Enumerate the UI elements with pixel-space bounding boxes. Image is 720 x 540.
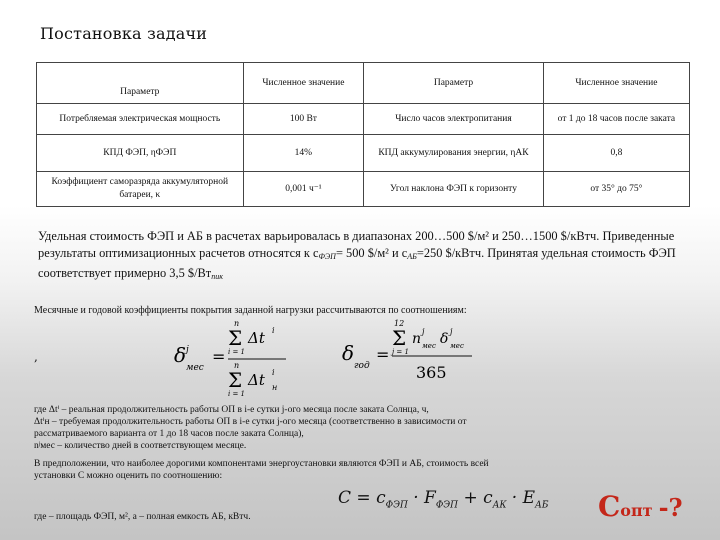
table-cell: КПД аккумулирования энергии, ηАК: [364, 135, 544, 172]
table-cell: Угол наклона ФЭП к горизонту: [364, 172, 544, 207]
cost-sub: ФЭП: [435, 500, 459, 511]
monthly-coefficient-formula: [172, 318, 292, 398]
days-term: n: [412, 331, 422, 347]
paragraph-text: Удельная стоимость ФЭП и АБ в расчетах варьировалась в диапазонах 200…500 $/м² и 250…1500 $/кВтч. Приведенные результаты оптимизационных расчетов относятся к с: [38, 229, 675, 260]
definition-line: рассматриваемого варианта от 1 до 18 часов после заката Солнца),: [34, 429, 304, 439]
days-sup: j: [422, 327, 425, 336]
definition-line: где Δtⁱ – реальная продолжительность работы ОП в i-е сутки j-ого месяца после заката Солнца, ч,: [34, 405, 429, 415]
copt-question: -?: [658, 493, 683, 522]
definition-line: nʲмес – количество дней в соответствующем месяце.: [34, 441, 247, 451]
paragraph-text: =250 $/кВтч. Принятая удельная стоимость ФЭП соответствует примерно 3,5 $/Вт: [38, 246, 676, 280]
equals-sign: =: [376, 345, 390, 364]
page-title: Постановка задачи: [40, 24, 208, 43]
formula-lhs: δ: [174, 343, 187, 367]
definition-line: В предположении, что наиболее дорогими компонентами энергоустановки являются ФЭП и АБ, стоимость всей: [34, 459, 489, 469]
cost-part: · F: [407, 488, 436, 508]
copt-letter: С: [598, 490, 621, 523]
paragraph-subscript: пик: [211, 272, 223, 281]
cost-part: · E: [506, 488, 536, 508]
sum-sign: Σ: [228, 326, 243, 350]
cost-sub: АК: [492, 500, 507, 511]
denominator-sub: н: [272, 383, 278, 392]
table-row: [37, 172, 690, 207]
cost-sub: АБ: [535, 500, 549, 511]
cost-part: + c: [458, 488, 493, 508]
sum-lower: i = 1: [228, 348, 246, 356]
sum-upper: n: [234, 319, 240, 328]
denominator-sup: i: [272, 368, 275, 377]
table-cell: от 1 до 18 часов после заката: [543, 104, 689, 135]
optimal-cost-question: [598, 490, 683, 523]
comma-mark: ,: [34, 350, 38, 364]
monthly-term: δ: [440, 331, 449, 347]
definitions-block: [34, 404, 634, 482]
cost-paragraph: [38, 228, 688, 285]
sum-lower: i = 1: [228, 390, 246, 398]
table-row: [37, 104, 690, 135]
cost-sub: ФЭП: [385, 500, 408, 511]
table-header-row: [37, 63, 690, 104]
sum-sign: Σ: [228, 368, 243, 392]
header-cell: Численное значение: [243, 63, 364, 104]
cost-part: = c: [351, 488, 386, 508]
header-cell: Параметр: [364, 63, 544, 104]
denominator-term: Δt: [248, 371, 265, 389]
denominator: 365: [416, 363, 447, 382]
formula-lhs: δ: [342, 341, 355, 365]
installation-cost-formula: [338, 488, 548, 510]
equals-sign: =: [212, 347, 226, 366]
table-cell: Число часов электропитания: [364, 104, 544, 135]
annual-coefficient-formula: [340, 318, 480, 384]
paragraph-subscript: АБ: [407, 252, 417, 261]
cost-symbol: C: [338, 488, 352, 508]
table-cell: 0,001 ч⁻¹: [243, 172, 364, 207]
copt-subscript: опт: [620, 501, 653, 520]
header-cell: Параметр: [37, 63, 244, 104]
numerator-sup: i: [272, 326, 275, 335]
paragraph-text: = 500 $/м² и с: [335, 246, 408, 260]
monthly-sub: мес: [450, 342, 464, 350]
table-cell: 14%: [243, 135, 364, 172]
table-cell: 100 Вт: [243, 104, 364, 135]
monthly-sup: j: [450, 327, 453, 336]
sum-upper: n: [234, 361, 240, 370]
header-cell: Численное значение: [543, 63, 689, 104]
formula-lhs-sup: j: [186, 345, 189, 355]
formula-lhs-sub: мес: [186, 363, 204, 373]
definition-line: установки С можно оценить по соотношению:: [34, 471, 223, 481]
table-cell: 0,8: [543, 135, 689, 172]
sum-lower: j = 1: [392, 348, 409, 356]
table-row: [37, 135, 690, 172]
table-cell: КПД ФЭП, ηФЭП: [37, 135, 244, 172]
table-cell: Коэффициент саморазряда аккумуляторной батареи, κ: [37, 172, 244, 207]
days-sub: мес: [422, 342, 436, 350]
paragraph-subscript: ФЭП: [318, 252, 336, 261]
sum-sign: Σ: [392, 326, 407, 350]
area-capacity-note: где – площадь ФЭП, м², а – полная емкость АБ, кВтч.: [34, 512, 251, 522]
sum-upper: 12: [394, 319, 405, 328]
parameters-table: [36, 62, 690, 207]
definition-line: Δtⁱн – требуемая продолжительность работы ОП в i-е сутки j-ого месяца (соответственно в зависимости от: [34, 417, 467, 427]
formula-lhs-sub: год: [354, 361, 370, 371]
table-cell: Потребляемая электрическая мощность: [37, 104, 244, 135]
numerator-term: Δt: [248, 329, 265, 347]
coefficients-intro: Месячные и годовой коэффициенты покрытия заданной нагрузки рассчитываются по соотношениям:: [34, 305, 467, 316]
table-cell: от 35° до 75°: [543, 172, 689, 207]
